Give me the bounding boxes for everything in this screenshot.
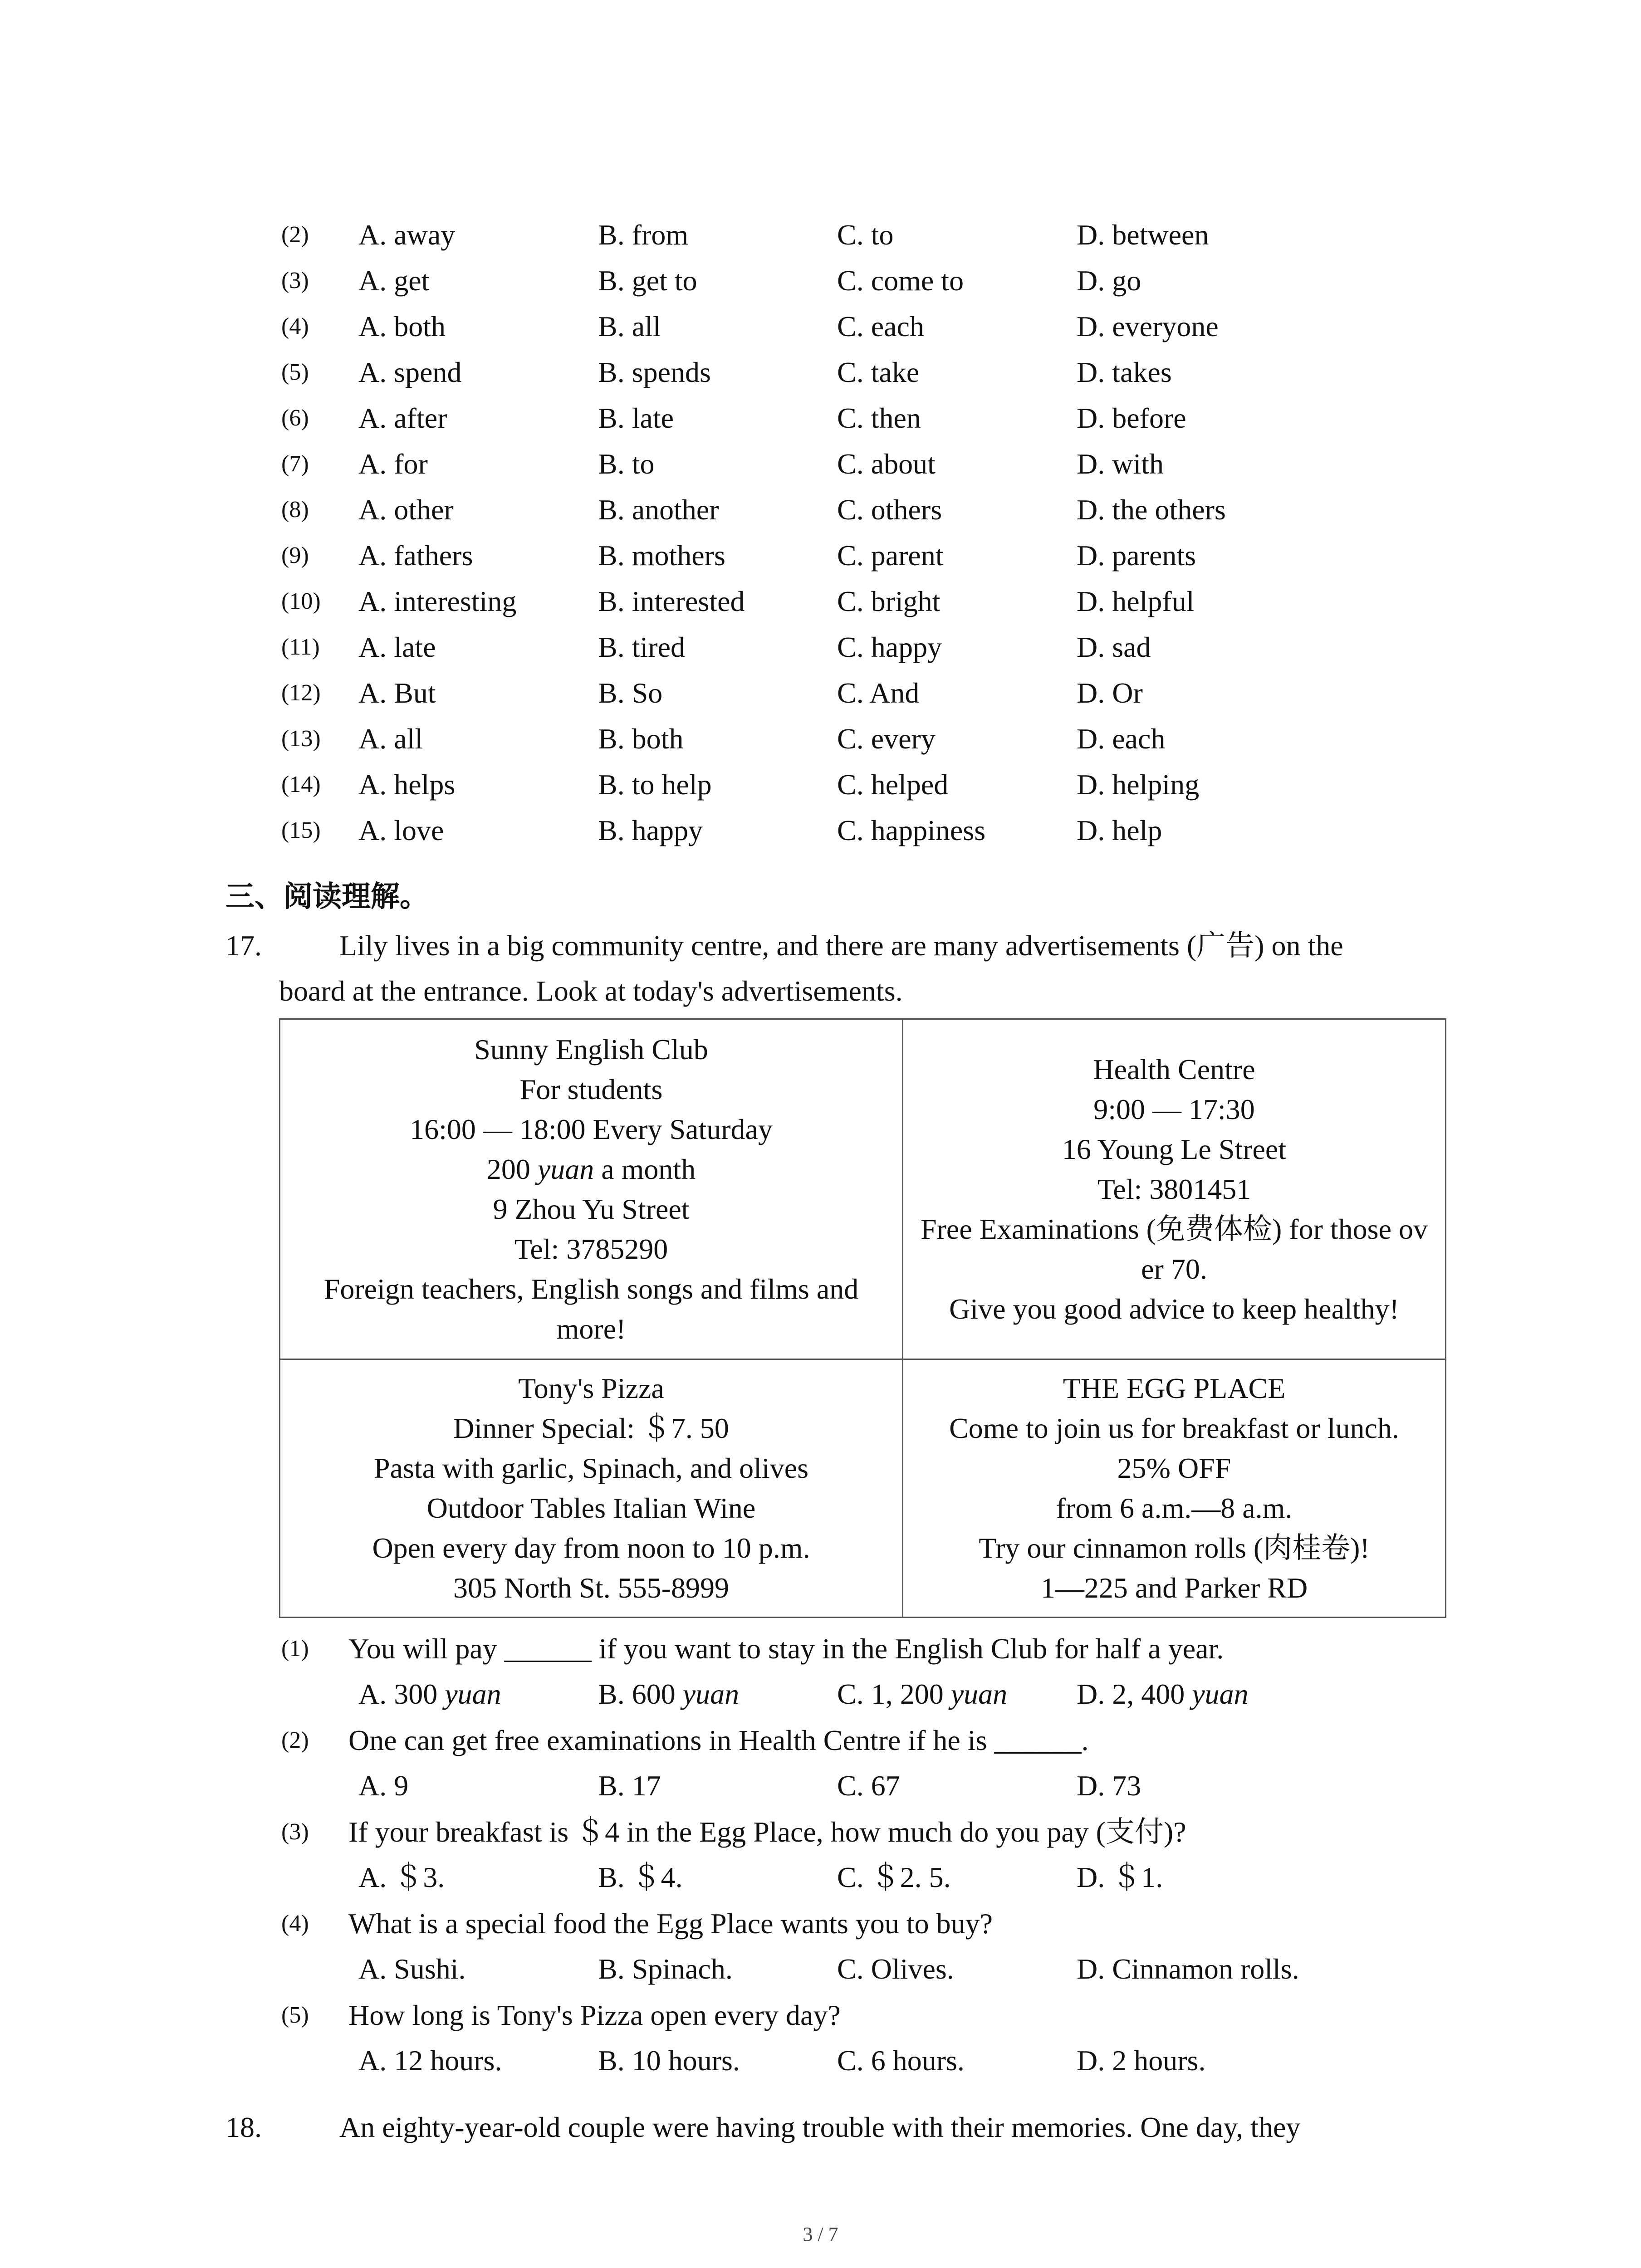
page-number: 3 / 7 (803, 2223, 838, 2245)
ad-line: For students (519, 1073, 663, 1105)
option-d: D. each (1077, 723, 1166, 755)
option-d: D. takes (1077, 356, 1172, 388)
option-d: D. Cinnamon rolls. (1077, 1953, 1299, 1985)
option-row (0, 719, 1641, 759)
option-a: A. 12 hours. (358, 2044, 502, 2077)
option-b: B. Spinach. (598, 1953, 733, 1985)
option-d: D. 73 (1077, 1769, 1141, 1802)
option-d: D. helpful (1077, 585, 1195, 617)
item-number: (14) (281, 772, 321, 797)
option-b: B. another (598, 494, 719, 526)
option-row (0, 489, 1641, 530)
option-b: B. to help (598, 768, 712, 801)
ad-line: THE EGG PLACE (1063, 1372, 1286, 1405)
option-b: B. 17 (598, 1769, 661, 1802)
option-d: D. parents (1077, 539, 1196, 572)
option-b: B. 10 hours. (598, 2044, 740, 2077)
option-b: B. happy (598, 814, 703, 846)
option-row (0, 535, 1641, 576)
ad-line: 16 Young Le Street (1062, 1133, 1287, 1165)
sub-question-stem: One can get free examinations in Health Centre if he is ______. (348, 1724, 1089, 1756)
option-d: D. helping (1077, 768, 1200, 801)
option-d: D. sad (1077, 631, 1151, 663)
option-row (0, 260, 1641, 301)
option-a: A. But (358, 677, 436, 709)
option-c: C. others (837, 494, 942, 526)
option-b: B. ＄4. (598, 1861, 683, 1893)
ad-line: Foreign teachers, English songs and films and more! (323, 1272, 859, 1345)
sub-question-number: (4) (281, 1911, 309, 1936)
sub-question-number: (1) (281, 1636, 309, 1662)
ad-line: Outdoor Tables Italian Wine (426, 1492, 756, 1525)
option-row (0, 1765, 1641, 1806)
option-c: C. 1, 200 yuan (837, 1678, 1008, 1710)
item-number: (3) (281, 268, 309, 293)
option-b: B. from (598, 219, 689, 251)
ad-english-club (280, 1019, 903, 1359)
option-b: B. tired (598, 631, 685, 663)
ad-health-centre (903, 1019, 1446, 1359)
ad-tonys-pizza (280, 1359, 903, 1618)
ad-line: Give you good advice to keep healthy! (949, 1292, 1399, 1325)
sub-question-stem: If your breakfast is ＄4 in the Egg Place, how much do you pay (支付)? (348, 1816, 1186, 1848)
option-a: A. Sushi. (358, 1953, 466, 1985)
advertisements-table (279, 1018, 1446, 1618)
option-a: A. 9 (358, 1769, 409, 1802)
option-a: A. away (358, 219, 456, 251)
option-b: B. late (598, 402, 674, 434)
option-d: D. the others (1077, 494, 1226, 526)
option-a: A. all (358, 723, 423, 755)
ad-line (289, 1149, 893, 1189)
sub-question-stem-row (0, 1628, 1641, 1669)
option-d: D. before (1077, 402, 1186, 434)
option-row (0, 673, 1641, 714)
item-number: (10) (281, 588, 321, 614)
option-row (0, 1857, 1641, 1898)
sub-question-stem-row (0, 1995, 1641, 2036)
item-number: (9) (281, 543, 309, 568)
ad-line: Dinner Special: ＄7. 50 (453, 1412, 729, 1445)
option-d: D. ＄1. (1077, 1861, 1163, 1893)
sub-question-number: (3) (281, 1819, 309, 1845)
option-row (0, 627, 1641, 668)
option-d: D. 2, 400 yuan (1077, 1678, 1249, 1710)
ad-price-period: a month (594, 1153, 696, 1185)
option-a: A. spend (358, 356, 462, 388)
option-a: A. late (358, 631, 436, 663)
item-number: (15) (281, 817, 321, 843)
option-a: A. both (358, 310, 446, 342)
item-number: (12) (281, 680, 321, 706)
option-b: B. both (598, 723, 684, 755)
ad-line: from 6 a.m.—8 a.m. (1056, 1492, 1293, 1525)
ad-line: 9:00 — 17:30 (1093, 1093, 1255, 1125)
table-row (280, 1359, 1446, 1618)
option-c: C. Olives. (837, 1953, 954, 1985)
item-number: (8) (281, 497, 309, 523)
ad-price: 200 (486, 1153, 538, 1185)
option-b: B. 600 yuan (598, 1678, 740, 1710)
option-d: D. 2 hours. (1077, 2044, 1206, 2077)
option-d: D. everyone (1077, 310, 1219, 342)
option-c: C. 6 hours. (837, 2044, 965, 2077)
question-number: 18. (225, 2111, 262, 2143)
sub-question-stem: How long is Tony's Pizza open every day? (348, 1999, 841, 2031)
option-row (0, 444, 1641, 484)
item-number: (13) (281, 726, 321, 752)
option-c: C. 67 (837, 1769, 900, 1802)
option-row (0, 581, 1641, 622)
question-text: An eighty-year-old couple were having trouble with their memories. One day, they (339, 2111, 1301, 2143)
ad-line: 9 Zhou Yu Street (493, 1193, 690, 1225)
option-c: C. parent (837, 539, 944, 572)
option-a: A. other (358, 494, 454, 526)
ad-line: Sunny English Club (474, 1033, 708, 1066)
option-row (0, 215, 1641, 255)
sub-question-stem: What is a special food the Egg Place wants you to buy? (348, 1907, 993, 1940)
option-c: C. come to (837, 264, 964, 297)
sub-question-stem-row (0, 1720, 1641, 1761)
option-c: C. helped (837, 768, 949, 801)
option-a: A. after (358, 402, 447, 434)
option-a: A. 300 yuan (358, 1678, 501, 1710)
item-number: (11) (281, 634, 320, 660)
option-b: B. get to (598, 264, 697, 297)
option-c: C. take (837, 356, 920, 388)
ad-line: Tony's Pizza (518, 1372, 664, 1405)
item-number: (2) (281, 222, 309, 248)
ad-line: Health Centre (1093, 1053, 1255, 1085)
option-row (0, 764, 1641, 805)
option-c: C. ＄2. 5. (837, 1861, 951, 1893)
option-a: A. interesting (358, 585, 517, 617)
option-c: C. happy (837, 631, 942, 663)
option-row (0, 1949, 1641, 1989)
sub-question-number: (2) (281, 1727, 309, 1753)
ad-line: 25% OFF (1117, 1452, 1231, 1485)
ad-price-unit: yuan (537, 1153, 594, 1185)
ad-line: Come to join us for breakfast or lunch. (949, 1412, 1399, 1445)
option-b: B. So (598, 677, 663, 709)
option-b: B. all (598, 310, 661, 342)
option-d: D. go (1077, 264, 1141, 297)
option-row (0, 352, 1641, 393)
option-b: B. mothers (598, 539, 725, 572)
option-c: C. about (837, 448, 936, 480)
ad-line: 16:00 — 18:00 Every Saturday (410, 1113, 773, 1145)
option-d: D. help (1077, 814, 1162, 846)
ad-line: Try our cinnamon rolls (肉桂卷)! (979, 1532, 1370, 1564)
ad-line: Tel: 3801451 (1097, 1173, 1251, 1205)
option-a: A. fathers (358, 539, 473, 572)
option-row (0, 398, 1641, 439)
option-c: C. every (837, 723, 936, 755)
option-a: A. love (358, 814, 444, 846)
option-a: A. ＄3. (358, 1861, 445, 1893)
item-number: (5) (281, 359, 309, 385)
option-c: C. each (837, 310, 924, 342)
option-c: C. to (837, 219, 894, 251)
ad-line: 1—225 and Parker RD (1040, 1572, 1308, 1604)
sub-question-stem-row (0, 1812, 1641, 1853)
option-c: C. And (837, 677, 920, 709)
item-number: (4) (281, 313, 309, 339)
option-a: A. helps (358, 768, 456, 801)
option-row (0, 2040, 1641, 2081)
sub-question-stem-row (0, 1903, 1641, 1944)
ad-line: Pasta with garlic, Spinach, and olives (373, 1452, 809, 1485)
ad-line: Tel: 3785290 (514, 1232, 668, 1265)
table-row (280, 1019, 1446, 1359)
ad-line: 305 North St. 555-8999 (453, 1572, 729, 1604)
option-d: D. with (1077, 448, 1164, 480)
option-c: C. then (837, 402, 921, 434)
sub-question-stem: You will pay ______ if you want to stay in the English Club for half a year. (348, 1633, 1224, 1665)
item-number: (6) (281, 405, 309, 431)
option-a: A. get (358, 264, 430, 297)
option-b: B. to (598, 448, 655, 480)
question-number: 17. (225, 929, 262, 962)
item-number: (7) (281, 451, 309, 477)
option-row (0, 810, 1641, 851)
option-a: A. for (358, 448, 428, 480)
ad-line: Free Examinations (免费体检) for those ov er 70. (921, 1212, 1428, 1285)
sub-question-number: (5) (281, 2002, 309, 2028)
option-b: B. spends (598, 356, 711, 388)
option-row (0, 1674, 1641, 1715)
option-c: C. happiness (837, 814, 986, 846)
option-d: D. between (1077, 219, 1209, 251)
option-row (0, 306, 1641, 347)
question-intro: Lily lives in a big community centre, and there are many advertisements (广告) on the (339, 929, 1343, 962)
question-intro-continued: board at the entrance. Look at today's advertisements. (279, 975, 903, 1007)
ad-egg-place (903, 1359, 1446, 1618)
section-title: 三、阅读理解。 (225, 880, 429, 914)
option-c: C. bright (837, 585, 941, 617)
option-b: B. interested (598, 585, 745, 617)
ad-line: Open every day from noon to 10 p.m. (372, 1532, 810, 1564)
option-d: D. Or (1077, 677, 1143, 709)
